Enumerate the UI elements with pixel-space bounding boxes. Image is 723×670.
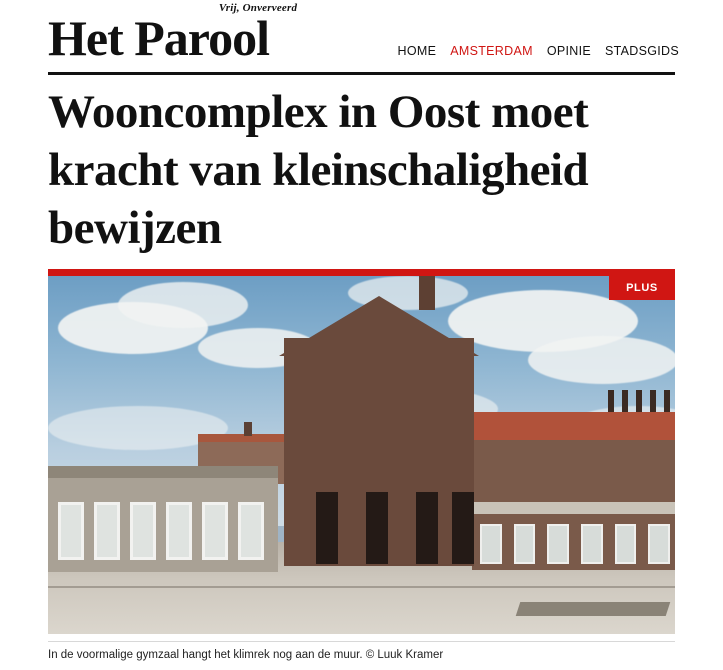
right-wing-cornice bbox=[472, 502, 675, 514]
main-nav bbox=[398, 44, 679, 58]
nav-item-opinie[interactable]: OPINIE bbox=[546, 44, 591, 58]
brand-title: Het Parool bbox=[48, 10, 269, 66]
nav-item-amsterdam[interactable]: AMSTERDAM bbox=[450, 44, 533, 58]
right-wing-roof bbox=[472, 412, 675, 440]
distant-chimney bbox=[244, 422, 252, 436]
left-wing-roof bbox=[48, 466, 278, 478]
page-title: Wooncomplex in Oost moet kracht van kleinschaligheid bewijzen bbox=[48, 86, 589, 254]
nav-item-stadsgids[interactable]: STADSGIDS bbox=[604, 44, 679, 58]
doorway bbox=[452, 492, 474, 564]
cloud-shape bbox=[528, 336, 675, 384]
left-wing-windows bbox=[58, 502, 268, 560]
doorway bbox=[366, 492, 388, 564]
photo-ground-line bbox=[48, 586, 675, 588]
article-photo bbox=[48, 276, 675, 634]
status-badge: PLUS bbox=[609, 276, 675, 300]
masthead-divider bbox=[48, 72, 675, 75]
doorway bbox=[416, 492, 438, 564]
masthead bbox=[0, 0, 723, 72]
right-wing-windows bbox=[480, 524, 670, 564]
foreground-bench bbox=[516, 602, 671, 616]
main-chimney bbox=[419, 276, 435, 310]
cloud-shape bbox=[118, 282, 248, 328]
brand-tagline: Vrij, Onverveerd bbox=[218, 2, 298, 14]
right-wing-chimneys bbox=[608, 390, 675, 412]
nav-item-home[interactable]: HOME bbox=[397, 44, 437, 58]
article-figure bbox=[48, 269, 675, 634]
brand-block[interactable] bbox=[48, 2, 398, 64]
doorway bbox=[316, 492, 338, 564]
figure-accent-bar bbox=[48, 269, 675, 276]
photo-caption: In de voormalige gymzaal hangt het klimrek nog aan de muur. © Luuk Kramer bbox=[48, 641, 675, 663]
